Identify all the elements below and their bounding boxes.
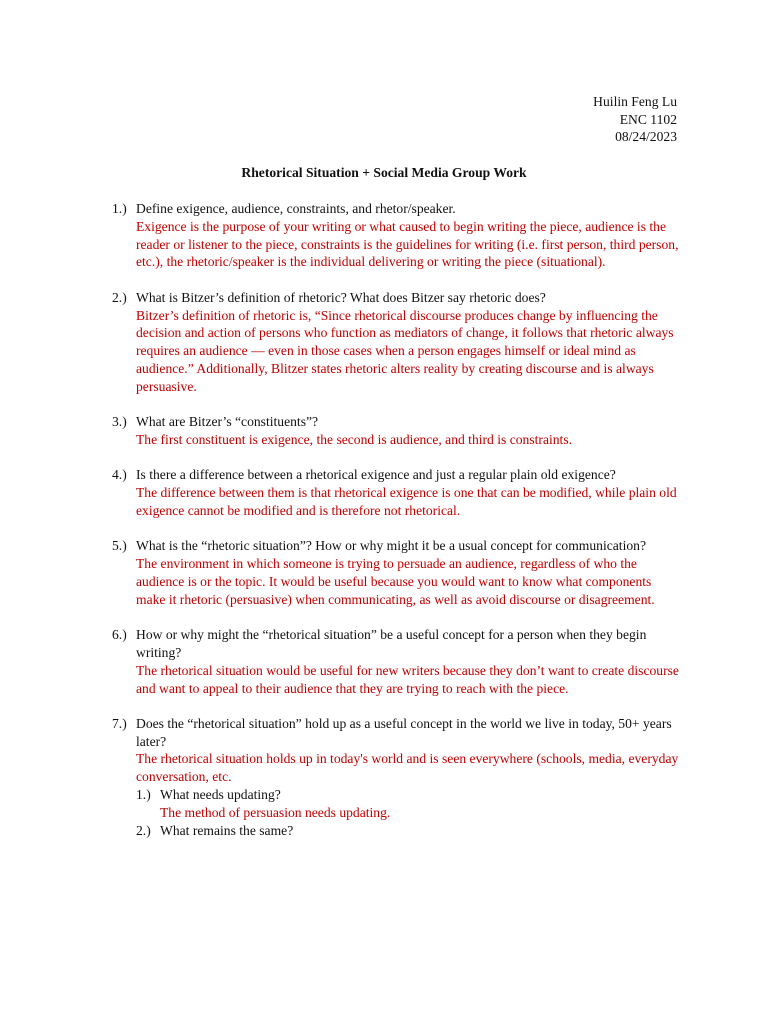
question-item-6 — [112, 626, 682, 697]
answer-text: The rhetorical situation holds up in today's world and is seen everywhere (schools, media, everyday conversation, etc. — [136, 751, 679, 785]
question-item-2 — [112, 289, 682, 396]
question-number: 5.) — [112, 538, 127, 554]
answer-text: Bitzer’s definition of rhetoric is, “Since rhetorical discourse produces change by influencing the decision and action of persons who function as mediators of change, it follows that rhetoric always requires an audience — even in those cases when a person engages himself or ideal mind as audience.” Additionally, Blitzer states rhetoric alters reality by creating discourse and is always persuasive. — [136, 307, 674, 394]
question-item-4 — [112, 466, 682, 519]
question-number: 3.) — [112, 414, 127, 430]
sub-question-number: 2.) — [136, 822, 151, 838]
answer-text: The difference between them is that rhetorical exigence is one that can be modified, while plain old exigence cannot be modified and is therefore not rhetorical. — [136, 485, 677, 518]
question-number: 2.) — [112, 289, 127, 305]
sub-question-number: 1.) — [136, 787, 151, 803]
answer-text: The rhetorical situation would be useful for new writers because they don’t want to create discourse and want to appeal to their audience that they are trying to reach with the piece. — [136, 662, 679, 696]
author-name: Huilin Feng Lu — [593, 94, 677, 109]
document-title: Rhetorical Situation + Social Media Group Work — [241, 165, 527, 180]
sub-question-text: What needs updating? — [160, 787, 281, 803]
question-text: What is Bitzer’s definition of rhetoric? What does Bitzer say rhetoric does? — [136, 289, 546, 305]
question-text: Does the “rhetorical situation” hold up as a useful concept in the world we live in today, 50+ years later? — [136, 715, 672, 749]
sub-question-text: What remains the same? — [160, 822, 294, 838]
question-text: What is the “rhetoric situation”? How or why might it be a usual concept for communication? — [136, 538, 646, 554]
answer-text: The first constituent is exigence, the second is audience, and third is constraints. — [136, 431, 573, 447]
sub-answer-text: The method of persuasion needs updating. — [160, 804, 391, 820]
question-item-3 — [112, 413, 682, 449]
question-text: How or why might the “rhetorical situation” be a useful concept for a person when they begin writing? — [136, 627, 647, 660]
header-block — [593, 93, 677, 146]
question-item-5 — [112, 537, 682, 608]
question-text: Define exigence, audience, constraints, and rhetor/speaker. — [136, 201, 456, 216]
sub-question-item-2 — [136, 822, 682, 840]
course-code: ENC 1102 — [619, 111, 677, 127]
question-item-1 — [112, 200, 682, 271]
question-number: 7.) — [112, 715, 127, 731]
question-number: 6.) — [112, 627, 127, 643]
question-text: Is there a difference between a rhetorical exigence and just a regular plain old exigence? — [136, 467, 616, 483]
question-number: 1.) — [112, 201, 127, 216]
question-text: What are Bitzer’s “constituents”? — [136, 414, 319, 430]
question-number: 4.) — [112, 467, 127, 483]
question-list — [112, 200, 682, 857]
answer-text: Exigence is the purpose of your writing or what caused to begin writing the piece, audience is the reader or listener to the piece, constraints is the guidelines for writing (i.e. first person, third person, etc.), the rhetoric/speaker is the individual delivering or writing the piece (situational). — [136, 218, 679, 270]
document-date: 08/24/2023 — [615, 129, 677, 144]
answer-text: The environment in which someone is trying to persuade an audience, regardless of who the audience is or the topic. It would be useful because you would want to know what components make it rhetoric (persuasive) when communicating, as well as avoid discourse or disagreement. — [136, 556, 655, 607]
question-item-7 — [112, 715, 682, 840]
sub-question-item-1 — [136, 786, 682, 822]
